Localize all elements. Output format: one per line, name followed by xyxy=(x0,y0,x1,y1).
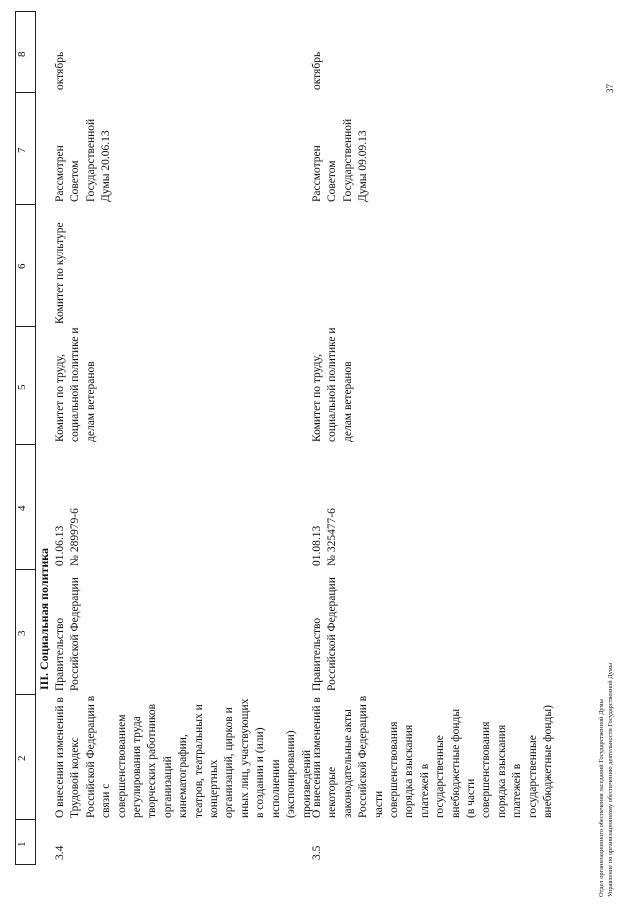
row-initiator: Правительство Российской Федерации xyxy=(311,577,339,691)
row-registration: 01.08.13 № 325477-6 xyxy=(311,508,339,566)
table-border xyxy=(15,864,36,865)
table-border xyxy=(15,444,36,445)
row-title: О внесении изменений в некоторые законодательные акты Российской Федерации в части совершенствования порядка взыскания платежей в государственные внебюджетные фонды (в части совершенствования порядка взыскания платежей в государственные внебюджетные фонды) xyxy=(311,695,555,818)
section-title: III. Социальная политика xyxy=(37,547,51,690)
row-committee: Комитет по труду, социальной политике и делам ветеранов xyxy=(54,327,97,442)
row-number: 3.5 xyxy=(311,845,323,860)
table-border xyxy=(15,569,36,570)
column-header-1: 1 xyxy=(16,841,28,847)
row-status: Рассмотрен Советом Государственной Думы 09.09.13 xyxy=(311,118,370,202)
table-border xyxy=(15,694,36,695)
page-number: 37 xyxy=(605,84,615,93)
row-initiator: Правительство Российской Федерации xyxy=(54,577,82,691)
row-co-committee: Комитет по культуре xyxy=(54,222,66,324)
footer-administration: Управление по организационному обеспечению деятельности Государственной Думы xyxy=(607,662,614,897)
row-registration: 01.06.13 № 289979-6 xyxy=(54,508,82,566)
row-number: 3.4 xyxy=(54,845,66,860)
table-border xyxy=(15,92,36,93)
table-border xyxy=(15,326,36,327)
footer-department: Отдел организационного обеспечения заседаний Государственной Думы xyxy=(598,699,605,897)
row-committee: Комитет по труду, социальной политике и делам ветеранов xyxy=(311,327,354,442)
table-border xyxy=(15,204,36,205)
column-header-3: 3 xyxy=(16,630,28,636)
table-border xyxy=(35,12,36,865)
column-header-8: 8 xyxy=(16,51,28,57)
column-header-7: 7 xyxy=(16,147,28,153)
column-header-4: 4 xyxy=(16,505,28,511)
table-border xyxy=(15,819,36,820)
column-header-6: 6 xyxy=(16,263,28,269)
row-month: октябрь xyxy=(54,51,66,90)
column-header-5: 5 xyxy=(16,384,28,390)
column-header-2: 2 xyxy=(16,755,28,761)
row-month: октябрь xyxy=(311,51,323,90)
row-status: Рассмотрен Советом Государственной Думы 20.06.13 xyxy=(54,118,113,202)
table-border xyxy=(15,11,36,12)
table-border xyxy=(15,12,16,865)
row-title: О внесении изменений в Трудовой кодекс Российской Федерации в связи с совершенствованием регулирования труда творческих работников организаций кинематографии, театров, театральных и концертных организаций, цирков и иных лиц, участвующих в создании и (или) исполнении (экспонировании) произведений xyxy=(54,695,313,818)
